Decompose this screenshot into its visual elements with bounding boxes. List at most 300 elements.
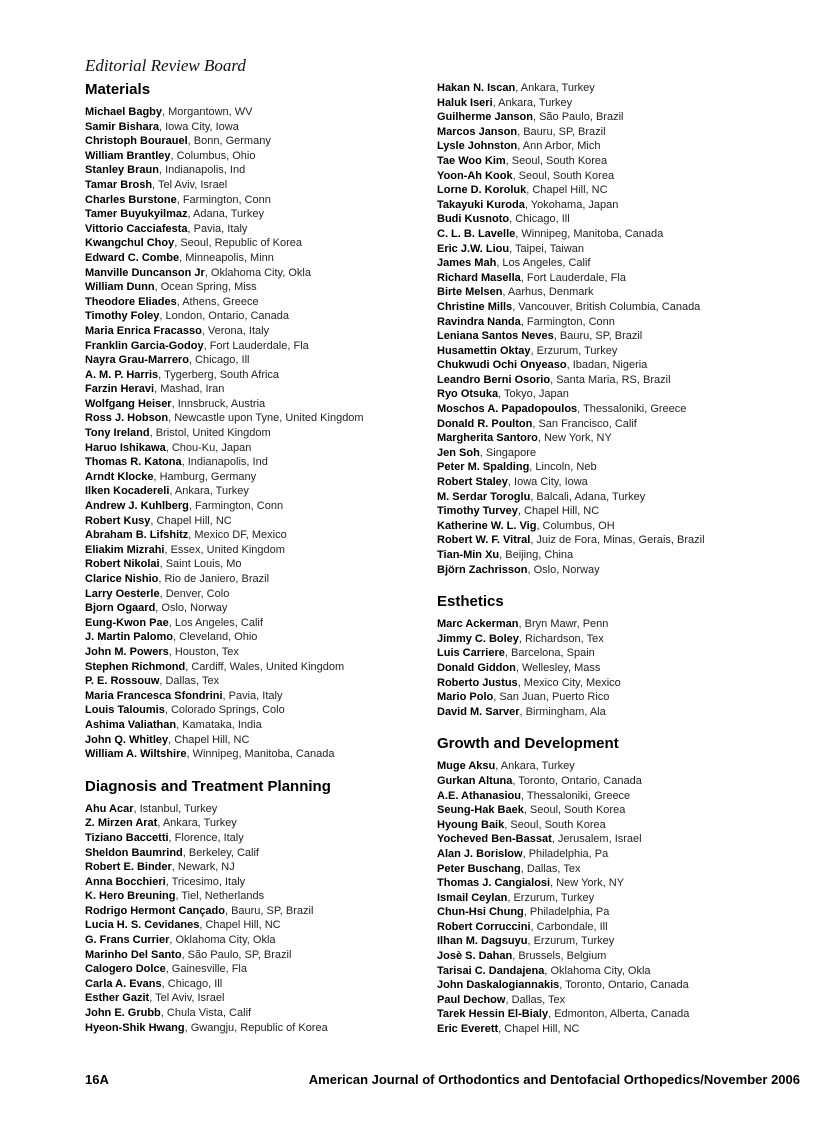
reviewer-name: Haruo Ishikawa bbox=[85, 441, 166, 454]
reviewer-location: , Jerusalem, Israel bbox=[551, 833, 642, 846]
reviewer-entry bbox=[437, 475, 802, 490]
reviewer-location: , Lincoln, Neb bbox=[529, 461, 597, 474]
right-column-sections bbox=[437, 81, 802, 1037]
reviewer-entry bbox=[85, 280, 437, 295]
reviewer-entry bbox=[437, 789, 802, 804]
reviewer-location: , Indianapolis, Ind bbox=[158, 164, 246, 177]
reviewer-entry bbox=[85, 455, 437, 470]
reviewer-name: Hyeon-Shik Hwang bbox=[85, 1021, 185, 1034]
reviewer-name: Ilken Kocadereli bbox=[85, 485, 170, 498]
reviewer-name: Katherine W. L. Vig bbox=[437, 519, 537, 532]
reviewer-location: , Mexico City, Mexico bbox=[517, 676, 621, 689]
reviewer-name: Eric Everett bbox=[437, 1023, 499, 1036]
reviewer-entry bbox=[437, 154, 802, 169]
reviewer-location: , Saint Louis, Mo bbox=[159, 558, 242, 571]
reviewer-location: , Los Angeles, Calif bbox=[168, 616, 263, 629]
reviewer-location: , Chapel Hill, NC bbox=[168, 733, 250, 746]
reviewer-entry bbox=[437, 402, 802, 417]
reviewer-location: , Morgantown, WV bbox=[162, 106, 253, 118]
reviewer-name: Ravindra Nanda bbox=[437, 315, 521, 328]
reviewer-name: Lorne D. Koroluk bbox=[437, 184, 527, 197]
reviewer-name: J. Martin Palomo bbox=[85, 631, 174, 644]
section-heading: Esthetics bbox=[437, 593, 504, 611]
reviewer-name: Leandro Berni Osorio bbox=[437, 373, 551, 386]
board-section bbox=[437, 81, 802, 577]
reviewer-name: Tae Woo Kim bbox=[437, 154, 506, 167]
reviewer-name: Ismail Ceylan bbox=[437, 891, 508, 904]
reviewer-location: , Chicago, Ill bbox=[188, 354, 250, 367]
reviewer-name: Abraham B. Lifshitz bbox=[85, 529, 189, 542]
reviewer-location: , Oslo, Norway bbox=[155, 602, 228, 615]
reviewer-location: , Ankara, Turkey bbox=[515, 82, 595, 94]
reviewer-location: , Oklahoma City, Okla bbox=[544, 964, 651, 977]
reviewer-entry bbox=[85, 948, 437, 963]
reviewer-location: , Mashad, Iran bbox=[154, 383, 225, 396]
reviewer-name: James Mah bbox=[437, 257, 497, 270]
reviewer-entry bbox=[85, 572, 437, 587]
reviewer-name: Robert Corruccini bbox=[437, 920, 531, 933]
reviewer-location: , Bauru, SP, Brazil bbox=[553, 330, 643, 343]
reviewer-entry bbox=[85, 368, 437, 383]
reviewer-entry bbox=[85, 309, 437, 324]
reviewer-location: , Ann Arbor, Mich bbox=[517, 140, 601, 153]
reviewer-location: , Bryn Mawr, Penn bbox=[518, 618, 609, 631]
reviewer-location: , Beijing, China bbox=[499, 549, 574, 561]
reviewer-location: , Ankara, Turkey bbox=[157, 817, 237, 830]
reviewer-location: , Adana, Turkey bbox=[187, 208, 264, 221]
reviewer-name: A. M. P. Harris bbox=[85, 368, 159, 381]
reviewer-location: , Winnipeg, Manitoba, Canada bbox=[186, 748, 335, 761]
reviewer-entry bbox=[437, 300, 802, 315]
reviewer-name: Tiziano Baccetti bbox=[85, 831, 169, 844]
reviewer-name: Luis Carriere bbox=[437, 647, 505, 660]
reviewer-name: Vittorio Cacciafesta bbox=[85, 222, 188, 235]
reviewer-location: , San Juan, Puerto Rico bbox=[493, 691, 610, 704]
reviewer-location: , Tokyo, Japan bbox=[498, 388, 569, 401]
reviewer-name: Björn Zachrisson bbox=[437, 563, 528, 576]
reviewer-name: Wolfgang Heiser bbox=[85, 397, 172, 410]
reviewer-location: , Indianapolis, Ind bbox=[181, 456, 268, 469]
reviewer-name: Moschos A. Papadopoulos bbox=[437, 403, 578, 416]
reviewer-name: Arndt Klocke bbox=[85, 470, 154, 483]
reviewer-name: K. Hero Breuning bbox=[85, 890, 176, 903]
reviewer-entry bbox=[85, 645, 437, 660]
reviewer-entry bbox=[437, 227, 802, 242]
reviewer-name: Gurkan Altuna bbox=[437, 774, 513, 787]
reviewer-name: Mario Polo bbox=[437, 691, 494, 704]
reviewer-location: , Philadelphia, Pa bbox=[522, 847, 609, 860]
reviewer-location: , Toronto, Ontario, Canada bbox=[512, 774, 642, 787]
reviewer-name: Thomas R. Katona bbox=[85, 456, 182, 469]
reviewer-name: Stephen Richmond bbox=[85, 660, 186, 673]
reviewer-name: Christine Mills bbox=[437, 300, 513, 313]
reviewer-entry bbox=[85, 499, 437, 514]
reviewer-location: , Essex, United Kingdom bbox=[164, 543, 285, 556]
reviewer-entry bbox=[85, 674, 437, 689]
page-footer bbox=[85, 1072, 800, 1087]
reviewer-location: , Pavia, Italy bbox=[187, 222, 248, 235]
reviewer-location: , Columbus, OH bbox=[536, 519, 615, 532]
page-content bbox=[85, 55, 802, 1037]
reviewer-entry bbox=[437, 964, 802, 979]
reviewer-name: Leniana Santos Neves bbox=[437, 330, 554, 343]
reviewer-name: A.E. Athanasiou bbox=[437, 789, 521, 802]
reviewer-name: Muge Aksu bbox=[437, 760, 496, 773]
reviewer-location: , Ankara, Turkey bbox=[169, 485, 249, 498]
reviewer-name: Seung-Hak Baek bbox=[437, 804, 524, 817]
reviewer-name: Tarisai C. Dandajena bbox=[437, 964, 545, 977]
reviewer-name: Timothy Foley bbox=[85, 310, 160, 323]
reviewer-location: , Istanbul, Turkey bbox=[133, 802, 218, 815]
reviewer-location: , Juiz de Fora, Minas, Gerais, Brazil bbox=[530, 534, 705, 547]
reviewer-entry bbox=[85, 660, 437, 675]
reviewer-location: , Gainesville, Fla bbox=[165, 963, 247, 976]
reviewer-location: , Chapel Hill, NC bbox=[199, 919, 281, 932]
right-column bbox=[437, 55, 802, 1037]
reviewer-name: M. Serdar Toroglu bbox=[437, 490, 531, 503]
reviewer-name: Anna Bocchieri bbox=[85, 875, 166, 888]
board-section bbox=[437, 593, 802, 719]
reviewer-location: , Farmington, Conn bbox=[188, 500, 284, 513]
reviewer-entry bbox=[437, 125, 802, 140]
reviewer-entry bbox=[437, 329, 802, 344]
reviewer-name: Jimmy C. Boley bbox=[437, 632, 519, 645]
reviewer-name: Takayuki Kuroda bbox=[437, 198, 525, 211]
reviewer-entry bbox=[437, 533, 802, 548]
reviewer-entry bbox=[85, 991, 437, 1006]
reviewer-location: , Chapel Hill, NC bbox=[517, 505, 600, 518]
reviewer-entry bbox=[85, 222, 437, 237]
reviewer-location: , Berkeley, Calif bbox=[182, 846, 259, 859]
reviewer-entry bbox=[437, 183, 802, 198]
reviewer-entry bbox=[437, 891, 802, 906]
reviewer-location: , Tel Aviv, Israel bbox=[152, 178, 228, 191]
reviewer-location: , Seoul, South Korea bbox=[523, 804, 626, 817]
reviewer-entry bbox=[85, 962, 437, 977]
reviewer-entry bbox=[437, 905, 802, 920]
reviewer-name: Kwangchul Choy bbox=[85, 237, 175, 250]
reviewer-name: David M. Sarver bbox=[437, 705, 520, 718]
reviewer-entry bbox=[85, 528, 437, 543]
reviewer-location: , Carbondale, Ill bbox=[530, 920, 608, 933]
reviewer-name: Andrew J. Kuhlberg bbox=[85, 500, 189, 513]
reviewer-location: , Tygerberg, South Africa bbox=[158, 368, 280, 381]
reviewer-name: Charles Burstone bbox=[85, 193, 177, 206]
reviewer-name: Timothy Turvey bbox=[437, 505, 518, 518]
reviewer-name: Tony Ireland bbox=[85, 427, 150, 440]
reviewer-location: , Chapel Hill, NC bbox=[498, 1023, 580, 1036]
reviewer-location: , Aarhus, Denmark bbox=[502, 286, 594, 299]
reviewer-entry bbox=[85, 747, 437, 762]
reviewer-entry bbox=[437, 774, 802, 789]
reviewer-location: , Edmonton, Alberta, Canada bbox=[548, 1008, 690, 1021]
reviewer-location: , Florence, Italy bbox=[168, 831, 244, 844]
reviewer-location: , Bristol, United Kingdom bbox=[149, 427, 271, 440]
reviewer-location: , Newark, NJ bbox=[171, 861, 235, 874]
reviewer-entry bbox=[85, 846, 437, 861]
reviewer-entry bbox=[437, 1022, 802, 1037]
reviewer-location: , Los Angeles, Calif bbox=[496, 257, 591, 270]
reviewer-name: Husamettin Oktay bbox=[437, 344, 531, 357]
reviewer-entry bbox=[85, 977, 437, 992]
reviewer-entry bbox=[85, 630, 437, 645]
reviewer-entry bbox=[437, 446, 802, 461]
reviewer-entry bbox=[437, 847, 802, 862]
reviewer-entry bbox=[437, 285, 802, 300]
reviewer-entry bbox=[85, 382, 437, 397]
reviewer-entry bbox=[85, 718, 437, 733]
reviewer-name: Richard Masella bbox=[437, 271, 521, 284]
reviewer-location: , Seoul, Republic of Korea bbox=[174, 237, 303, 250]
reviewer-location: , Chicago, Ill bbox=[509, 213, 570, 226]
reviewer-entry bbox=[85, 178, 437, 193]
reviewer-location: , São Paulo, SP, Brazil bbox=[181, 948, 292, 961]
reviewer-name: Guilherme Janson bbox=[437, 111, 533, 124]
reviewer-name: Lysle Johnston bbox=[437, 140, 518, 153]
reviewer-name: Christoph Bourauel bbox=[85, 135, 188, 148]
board-section bbox=[85, 778, 437, 1036]
reviewer-location: , Taipei, Taiwan bbox=[509, 242, 584, 255]
reviewer-name: Robert Nikolai bbox=[85, 558, 160, 571]
reviewer-location: , Oklahoma City, Okla bbox=[204, 266, 311, 279]
reviewer-entry bbox=[85, 616, 437, 631]
reviewer-location: , Fort Lauderdale, Fla bbox=[203, 339, 309, 352]
reviewer-entry bbox=[437, 81, 802, 96]
reviewer-name: Carla A. Evans bbox=[85, 977, 162, 990]
reviewer-entry bbox=[437, 803, 802, 818]
reviewer-entry bbox=[85, 1021, 437, 1036]
reviewer-name: Hakan N. Iscan bbox=[437, 82, 516, 94]
reviewer-entry bbox=[437, 548, 802, 563]
reviewer-entry bbox=[85, 733, 437, 748]
reviewer-location: , Farmington, Conn bbox=[176, 193, 271, 206]
reviewer-location: , Seoul, South Korea bbox=[512, 169, 615, 182]
reviewer-location: , Hamburg, Germany bbox=[153, 470, 257, 483]
section-heading: Growth and Development bbox=[437, 735, 619, 753]
reviewer-entry bbox=[437, 417, 802, 432]
reviewer-name: Budi Kusnoto bbox=[437, 213, 510, 226]
reviewer-name: Tamar Brosh bbox=[85, 178, 153, 191]
reviewer-location: , Seoul, South Korea bbox=[504, 818, 606, 831]
reviewer-location: , Winnipeg, Manitoba, Canada bbox=[515, 227, 664, 240]
reviewer-location: , Innsbruck, Austria bbox=[171, 397, 266, 410]
reviewer-entry bbox=[437, 632, 802, 647]
reviewer-name: Theodore Eliades bbox=[85, 295, 177, 308]
reviewer-location: , Denver, Colo bbox=[159, 587, 230, 600]
reviewer-entry bbox=[85, 860, 437, 875]
reviewer-location: , Balcali, Adana, Turkey bbox=[530, 490, 646, 503]
left-column-sections bbox=[85, 81, 437, 1035]
reviewer-entry bbox=[85, 889, 437, 904]
reviewer-location: , Oklahoma City, Okla bbox=[169, 934, 276, 947]
reviewer-entry bbox=[85, 193, 437, 208]
reviewer-entry bbox=[437, 169, 802, 184]
reviewer-entry bbox=[85, 251, 437, 266]
reviewer-location: , Brussels, Belgium bbox=[512, 950, 607, 963]
reviewer-name: Robert W. F. Vitral bbox=[437, 534, 531, 547]
reviewer-entry bbox=[85, 324, 437, 339]
reviewer-entry bbox=[85, 426, 437, 441]
reviewer-name: Marinho Del Santo bbox=[85, 948, 182, 961]
reviewer-location: , Farmington, Conn bbox=[520, 315, 615, 328]
section-heading: Materials bbox=[85, 81, 151, 98]
reviewer-entry bbox=[85, 134, 437, 149]
reviewer-entry bbox=[437, 705, 802, 720]
reviewer-location: , Ankara, Turkey bbox=[492, 96, 573, 109]
reviewer-location: , Fort Lauderdale, Fla bbox=[520, 271, 626, 284]
reviewer-name: Eung-Kwon Pae bbox=[85, 616, 169, 629]
reviewer-location: , Barcelona, Spain bbox=[504, 647, 595, 660]
reviewer-name: Alan J. Borislow bbox=[437, 847, 523, 860]
reviewer-location: , Toronto, Ontario, Canada bbox=[559, 979, 689, 992]
reviewer-location: , Pavia, Italy bbox=[222, 689, 283, 702]
reviewer-entry bbox=[437, 949, 802, 964]
reviewer-entry bbox=[437, 490, 802, 505]
reviewer-location: , Chapel Hill, NC bbox=[526, 184, 608, 197]
reviewer-name: William A. Wiltshire bbox=[85, 748, 187, 761]
board-section bbox=[437, 735, 802, 1036]
reviewer-entry bbox=[437, 519, 802, 534]
reviewer-entry bbox=[437, 978, 802, 993]
reviewer-entry bbox=[437, 759, 802, 774]
reviewer-location: , Thessaloniki, Greece bbox=[577, 403, 687, 416]
reviewer-entry bbox=[437, 110, 802, 125]
reviewer-entry bbox=[437, 1007, 802, 1022]
reviewer-entry bbox=[437, 818, 802, 833]
reviewer-name: Samir Bishara bbox=[85, 120, 159, 133]
reviewer-name: Maria Enrica Fracasso bbox=[85, 324, 202, 337]
reviewer-entry bbox=[437, 315, 802, 330]
reviewer-entry bbox=[437, 646, 802, 661]
reviewer-location: , New York, NY bbox=[537, 432, 612, 445]
board-section bbox=[85, 81, 437, 762]
reviewer-location: , Minneapolis, Minn bbox=[179, 251, 274, 264]
reviewer-name: Sheldon Baumrind bbox=[85, 846, 183, 859]
reviewer-location: , Kamataka, India bbox=[176, 718, 262, 731]
reviewer-name: Ashima Valiathan bbox=[85, 718, 177, 731]
reviewer-name: Donald R. Poulton bbox=[437, 417, 533, 430]
reviewer-location: , Vancouver, British Columbia, Canada bbox=[512, 300, 701, 313]
reviewer-entry bbox=[437, 271, 802, 286]
reviewer-location: , New York, NY bbox=[550, 877, 625, 890]
reviewer-name: Roberto Justus bbox=[437, 676, 518, 689]
reviewer-entry bbox=[85, 353, 437, 368]
reviewer-name: Chukwudi Ochi Onyeaso bbox=[437, 359, 567, 372]
reviewer-location: , Tel Aviv, Israel bbox=[149, 992, 225, 1005]
reviewer-entry bbox=[85, 689, 437, 704]
reviewer-entry bbox=[85, 470, 437, 485]
reviewer-name: Farzin Heravi bbox=[85, 383, 155, 396]
reviewer-location: , Dallas, Tex bbox=[159, 675, 220, 688]
reviewer-name: Clarice Nishio bbox=[85, 573, 159, 585]
reviewer-location: , Santa Maria, RS, Brazil bbox=[550, 373, 671, 386]
reviewer-name: Eric J.W. Liou bbox=[437, 242, 510, 255]
reviewer-name: Birte Melsen bbox=[437, 286, 503, 299]
reviewer-location: , Yokohama, Japan bbox=[524, 198, 619, 211]
reviewer-name: Thomas J. Cangialosi bbox=[437, 877, 551, 890]
reviewer-location: , Iowa City, Iowa bbox=[507, 476, 588, 489]
reviewer-location: , Athens, Greece bbox=[176, 295, 259, 308]
reviewer-entry bbox=[437, 832, 802, 847]
reviewer-entry bbox=[85, 933, 437, 948]
reviewer-entry bbox=[85, 918, 437, 933]
reviewer-entry bbox=[85, 587, 437, 602]
reviewer-entry bbox=[437, 344, 802, 359]
reviewer-name: Manville Duncanson Jr bbox=[85, 266, 205, 279]
reviewer-location: , Dallas, Tex bbox=[520, 862, 581, 875]
reviewer-entry bbox=[437, 256, 802, 271]
reviewer-location: , Dallas, Tex bbox=[505, 993, 566, 1006]
reviewer-entry bbox=[437, 139, 802, 154]
reviewer-name: Stanley Braun bbox=[85, 164, 159, 177]
reviewer-entry bbox=[85, 441, 437, 456]
reviewer-location: , Cardiff, Wales, United Kingdom bbox=[185, 660, 345, 673]
reviewer-entry bbox=[437, 242, 802, 257]
reviewer-location: , Thessaloniki, Greece bbox=[520, 789, 631, 802]
reviewer-name: Jen Soh bbox=[437, 446, 480, 459]
reviewer-entry bbox=[85, 105, 437, 120]
reviewer-name: Chun-Hsi Chung bbox=[437, 906, 524, 919]
reviewer-location: , Colorado Springs, Colo bbox=[164, 704, 285, 717]
reviewer-name: Rodrigo Hermont Cançado bbox=[85, 904, 225, 917]
reviewer-name: John E. Grubb bbox=[85, 1007, 161, 1020]
reviewer-entry bbox=[85, 816, 437, 831]
reviewer-name: Calogero Dolce bbox=[85, 963, 166, 976]
reviewer-entry bbox=[437, 387, 802, 402]
reviewer-entry bbox=[85, 831, 437, 846]
reviewer-location: , Newcastle upon Tyne, United Kingdom bbox=[168, 412, 364, 425]
reviewer-name: John Daskalogiannakis bbox=[437, 979, 560, 992]
reviewer-location: , Singapore bbox=[479, 446, 537, 459]
reviewer-location: , Iowa City, Iowa bbox=[158, 120, 239, 133]
reviewer-name: Maria Francesca Sfondrini bbox=[85, 689, 223, 702]
reviewer-entry bbox=[437, 373, 802, 388]
reviewer-entry bbox=[85, 904, 437, 919]
reviewer-entry bbox=[85, 397, 437, 412]
reviewer-location: , São Paulo, Brazil bbox=[532, 111, 624, 124]
reviewer-entry bbox=[85, 149, 437, 164]
reviewer-name: Robert E. Binder bbox=[85, 861, 172, 874]
reviewer-entry bbox=[85, 163, 437, 178]
reviewer-name: Louis Taloumis bbox=[85, 704, 165, 717]
reviewer-name: Edward C. Combe bbox=[85, 251, 180, 264]
reviewer-name: Tarek Hessin El-Bialy bbox=[437, 1008, 549, 1021]
reviewer-entry bbox=[437, 563, 802, 578]
reviewer-location: , Chula Vista, Calif bbox=[160, 1007, 252, 1020]
reviewer-name: Donald Giddon bbox=[437, 661, 516, 674]
reviewer-name: Esther Gazit bbox=[85, 992, 150, 1005]
reviewer-name: Margherita Santoro bbox=[437, 432, 538, 445]
reviewer-entry bbox=[85, 339, 437, 354]
footer-journal-line: American Journal of Orthodontics and Dentofacial Orthopedics/November 2006 bbox=[308, 1072, 800, 1087]
reviewer-location: , Wellesley, Mass bbox=[515, 661, 601, 674]
reviewer-name: Haluk Iseri bbox=[437, 96, 493, 109]
reviewer-location: , Philadelphia, Pa bbox=[523, 906, 610, 919]
reviewer-name: Tamer Buyukyilmaz bbox=[85, 208, 188, 221]
reviewer-name: Paul Dechow bbox=[437, 993, 506, 1006]
reviewer-entry bbox=[437, 460, 802, 475]
reviewer-name: Yoon-Ah Kook bbox=[437, 169, 513, 182]
reviewer-entry bbox=[85, 236, 437, 251]
reviewer-location: , Bonn, Germany bbox=[187, 135, 271, 148]
reviewer-entry bbox=[85, 411, 437, 426]
reviewer-name: Eliakim Mizrahi bbox=[85, 543, 165, 556]
reviewer-name: Robert Staley bbox=[437, 476, 508, 489]
reviewer-location: , Bauru, SP, Brazil bbox=[224, 904, 314, 917]
reviewer-entry bbox=[85, 802, 437, 817]
reviewer-entry bbox=[437, 358, 802, 373]
reviewer-name: William Dunn bbox=[85, 281, 155, 294]
